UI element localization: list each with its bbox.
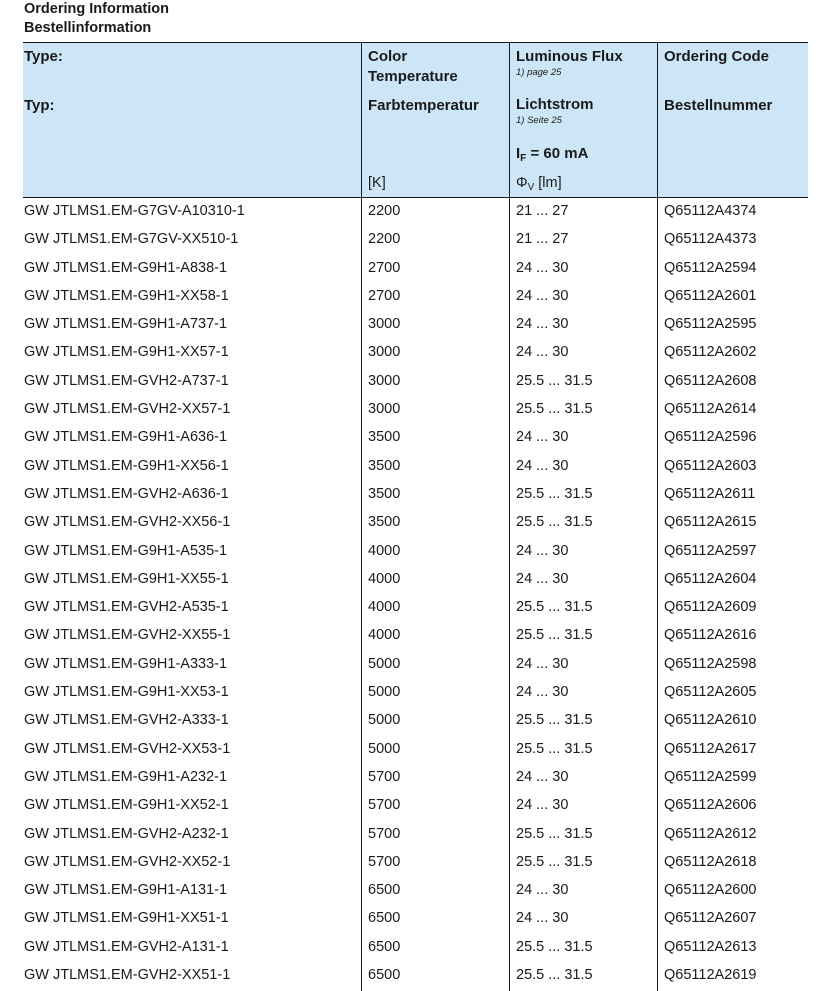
header-flux-condition xyxy=(516,144,588,169)
cell-luminous-flux: 21 ... 27 xyxy=(516,203,569,219)
cell-ordering-code: Q65112A2600 xyxy=(664,882,757,899)
cell-luminous-flux: 25.5 ... 31.5 xyxy=(516,514,593,531)
cell-ordering-code: Q65112A2619 xyxy=(664,967,757,984)
table-row xyxy=(23,735,808,763)
header-type-de: Typ: xyxy=(24,97,55,114)
table-row xyxy=(23,310,808,338)
cell-color-temperature: 4000 xyxy=(368,570,401,587)
cell-luminous-flux: 25.5 ... 31.5 xyxy=(516,627,593,644)
cell-ordering-code: Q65112A2605 xyxy=(664,684,757,701)
cell-color-temperature: 5000 xyxy=(368,684,401,701)
cell-color-temperature: 2200 xyxy=(368,231,401,248)
section-title-de: Bestellinformation xyxy=(24,20,152,36)
header-code-en: Ordering Code xyxy=(664,48,770,65)
cell-color-temperature: 5000 xyxy=(368,712,401,729)
cell-type: GW JTLMS1.EM-GVH2-XX52-1 xyxy=(24,853,231,870)
cell-luminous-flux: 24 ... 30 xyxy=(516,910,569,927)
cell-type: GW JTLMS1.EM-G7GV-XX510-1 xyxy=(24,231,239,248)
table-row xyxy=(23,565,808,593)
cell-luminous-flux: 25.5 ... 31.5 xyxy=(516,372,593,389)
cell-ordering-code: Q65112A2617 xyxy=(664,740,757,757)
cell-ordering-code: Q65112A2610 xyxy=(664,712,757,729)
cell-luminous-flux: 25.5 ... 31.5 xyxy=(516,825,593,842)
cell-type: GW JTLMS1.EM-GVH2-XX53-1 xyxy=(24,740,231,757)
table-row xyxy=(23,197,808,225)
table-row xyxy=(23,423,808,451)
table-row xyxy=(23,537,808,565)
cell-luminous-flux: 24 ... 30 xyxy=(516,542,569,559)
table-body xyxy=(23,197,808,989)
cell-type: GW JTLMS1.EM-GVH2-A737-1 xyxy=(24,372,229,389)
cell-ordering-code: Q65112A2598 xyxy=(664,655,757,672)
cell-type: GW JTLMS1.EM-GVH2-A535-1 xyxy=(24,599,229,616)
cell-luminous-flux: 24 ... 30 xyxy=(516,344,569,361)
cell-type: GW JTLMS1.EM-G9H1-XX58-1 xyxy=(24,287,229,304)
cell-luminous-flux: 24 ... 30 xyxy=(516,882,569,899)
cell-ordering-code: Q65112A2602 xyxy=(664,344,757,361)
table-row xyxy=(23,254,808,282)
cell-ordering-code: Q65112A2601 xyxy=(664,287,757,304)
cell-luminous-flux: 24 ... 30 xyxy=(516,429,569,446)
cell-ordering-code: Q65112A2596 xyxy=(664,429,757,446)
cell-type: GW JTLMS1.EM-G9H1-A333-1 xyxy=(24,655,228,672)
header-flux-note-en: 1) page 25 xyxy=(516,67,562,78)
cell-ordering-code: Q65112A4373 xyxy=(664,231,757,248)
cell-type: GW JTLMS1.EM-GVH2-XX56-1 xyxy=(24,514,231,531)
table-row xyxy=(23,678,808,706)
cell-ordering-code: Q65112A2603 xyxy=(664,457,757,474)
cell-luminous-flux: 24 ... 30 xyxy=(516,684,569,701)
cell-ordering-code: Q65112A2594 xyxy=(664,259,757,276)
table-row xyxy=(23,367,808,395)
cell-ordering-code: Q65112A2599 xyxy=(664,768,757,785)
cell-color-temperature: 3500 xyxy=(368,514,401,531)
cell-ordering-code: Q65112A2616 xyxy=(664,627,757,644)
cell-type: GW JTLMS1.EM-G9H1-A737-1 xyxy=(24,316,228,333)
header-flux-de: Lichtstrom xyxy=(516,96,594,113)
table-row xyxy=(23,282,808,310)
table-row xyxy=(23,508,808,536)
cell-luminous-flux: 25.5 ... 31.5 xyxy=(516,938,593,955)
cell-color-temperature: 4000 xyxy=(368,627,401,644)
cell-color-temperature: 5700 xyxy=(368,825,401,842)
cell-type: GW JTLMS1.EM-G9H1-A131-1 xyxy=(24,882,228,899)
cell-type: GW JTLMS1.EM-G7GV-A10310-1 xyxy=(24,203,245,219)
cell-color-temperature: 6500 xyxy=(368,938,401,955)
cell-color-temperature: 3000 xyxy=(368,344,401,361)
cell-type: GW JTLMS1.EM-G9H1-XX51-1 xyxy=(24,910,229,927)
header-flux-note-de: 1) Seite 25 xyxy=(516,115,562,126)
header-code-de: Bestellnummer xyxy=(664,97,773,114)
cell-luminous-flux: 25.5 ... 31.5 xyxy=(516,967,593,984)
table-row xyxy=(23,820,808,848)
cell-color-temperature: 2700 xyxy=(368,287,401,304)
cell-color-temperature: 3000 xyxy=(368,372,401,389)
table-row xyxy=(23,961,808,989)
cell-ordering-code: Q65112A2612 xyxy=(664,825,757,842)
cell-color-temperature: 6500 xyxy=(368,910,401,927)
table-row xyxy=(23,650,808,678)
cell-luminous-flux: 25.5 ... 31.5 xyxy=(516,401,593,418)
flux-symbol: Φ xyxy=(516,175,528,191)
cell-color-temperature: 3000 xyxy=(368,316,401,333)
flux-symbol-subscript: V xyxy=(527,182,535,193)
cell-type: GW JTLMS1.EM-GVH2-A232-1 xyxy=(24,825,229,842)
cell-color-temperature: 5700 xyxy=(368,853,401,870)
header-flux-unit xyxy=(516,174,562,197)
cell-luminous-flux: 25.5 ... 31.5 xyxy=(516,712,593,729)
table-row xyxy=(23,791,808,819)
header-divider xyxy=(361,43,362,197)
cell-ordering-code: Q65112A2614 xyxy=(664,401,757,418)
cell-ordering-code: Q65112A2609 xyxy=(664,599,757,616)
cell-type: GW JTLMS1.EM-GVH2-XX55-1 xyxy=(24,627,231,644)
cell-type: GW JTLMS1.EM-G9H1-XX57-1 xyxy=(24,344,229,361)
cell-luminous-flux: 25.5 ... 31.5 xyxy=(516,853,593,870)
cell-color-temperature: 5000 xyxy=(368,655,401,672)
header-divider xyxy=(509,43,510,197)
header-color-de: Farbtemperatur xyxy=(368,97,479,114)
cell-luminous-flux: 24 ... 30 xyxy=(516,768,569,785)
cell-color-temperature: 2200 xyxy=(368,203,401,219)
cell-luminous-flux: 25.5 ... 31.5 xyxy=(516,599,593,616)
table-row xyxy=(23,395,808,423)
cell-luminous-flux: 24 ... 30 xyxy=(516,457,569,474)
cell-ordering-code: Q65112A2611 xyxy=(664,485,756,502)
table-row xyxy=(23,338,808,366)
cell-type: GW JTLMS1.EM-G9H1-XX55-1 xyxy=(24,570,229,587)
cell-type: GW JTLMS1.EM-G9H1-XX56-1 xyxy=(24,457,229,474)
header-color-unit: [K] xyxy=(368,175,386,191)
table-row xyxy=(23,621,808,649)
condition-subscript: F xyxy=(520,153,527,164)
cell-ordering-code: Q65112A2604 xyxy=(664,570,757,587)
cell-luminous-flux: 24 ... 30 xyxy=(516,570,569,587)
cell-color-temperature: 6500 xyxy=(368,967,401,984)
cell-type: GW JTLMS1.EM-G9H1-A636-1 xyxy=(24,429,228,446)
header-color-en-line1: Color xyxy=(368,48,408,65)
cell-ordering-code: Q65112A2606 xyxy=(664,797,757,814)
cell-type: GW JTLMS1.EM-G9H1-XX53-1 xyxy=(24,684,229,701)
condition-value: = 60 mA xyxy=(526,145,589,162)
table-row xyxy=(23,593,808,621)
table-row xyxy=(23,225,808,253)
cell-luminous-flux: 25.5 ... 31.5 xyxy=(516,485,593,502)
cell-type: GW JTLMS1.EM-GVH2-A636-1 xyxy=(24,485,229,502)
cell-ordering-code: Q65112A2597 xyxy=(664,542,757,559)
section-title-en: Ordering Information xyxy=(24,1,169,17)
table-row xyxy=(23,480,808,508)
cell-color-temperature: 3500 xyxy=(368,429,401,446)
cell-ordering-code: Q65112A4374 xyxy=(664,203,757,219)
cell-color-temperature: 3000 xyxy=(368,401,401,418)
cell-type: GW JTLMS1.EM-G9H1-XX52-1 xyxy=(24,797,229,814)
cell-luminous-flux: 24 ... 30 xyxy=(516,259,569,276)
cell-type: GW JTLMS1.EM-GVH2-XX57-1 xyxy=(24,401,231,418)
table-row xyxy=(23,904,808,932)
table-row xyxy=(23,933,808,961)
table-row xyxy=(23,848,808,876)
cell-ordering-code: Q65112A2595 xyxy=(664,316,757,333)
header-divider xyxy=(657,43,658,197)
cell-type: GW JTLMS1.EM-GVH2-XX51-1 xyxy=(24,967,231,984)
table-row xyxy=(23,763,808,791)
condition-symbol: I xyxy=(516,145,521,162)
table-header xyxy=(23,42,808,198)
cell-type: GW JTLMS1.EM-GVH2-A333-1 xyxy=(24,712,229,729)
cell-luminous-flux: 24 ... 30 xyxy=(516,655,569,672)
cell-type: GW JTLMS1.EM-GVH2-A131-1 xyxy=(24,938,229,955)
cell-ordering-code: Q65112A2613 xyxy=(664,938,757,955)
cell-color-temperature: 2700 xyxy=(368,259,401,276)
cell-ordering-code: Q65112A2608 xyxy=(664,372,757,389)
header-color-en-line2: Temperature xyxy=(368,68,458,85)
cell-color-temperature: 5000 xyxy=(368,740,401,757)
flux-unit-label: [lm] xyxy=(534,175,562,191)
cell-color-temperature: 6500 xyxy=(368,882,401,899)
header-flux-en: Luminous Flux xyxy=(516,48,623,65)
cell-luminous-flux: 24 ... 30 xyxy=(516,316,569,333)
cell-type: GW JTLMS1.EM-G9H1-A535-1 xyxy=(24,542,228,559)
cell-luminous-flux: 24 ... 30 xyxy=(516,287,569,304)
cell-color-temperature: 3500 xyxy=(368,457,401,474)
cell-luminous-flux: 24 ... 30 xyxy=(516,797,569,814)
header-type-en: Type: xyxy=(24,48,63,65)
cell-type: GW JTLMS1.EM-G9H1-A232-1 xyxy=(24,768,228,785)
cell-color-temperature: 3500 xyxy=(368,485,401,502)
cell-type: GW JTLMS1.EM-G9H1-A838-1 xyxy=(24,259,228,276)
cell-luminous-flux: 25.5 ... 31.5 xyxy=(516,740,593,757)
cell-color-temperature: 4000 xyxy=(368,599,401,616)
table-row xyxy=(23,452,808,480)
table-row xyxy=(23,876,808,904)
cell-color-temperature: 5700 xyxy=(368,768,401,785)
cell-luminous-flux: 21 ... 27 xyxy=(516,231,569,248)
cell-color-temperature: 5700 xyxy=(368,797,401,814)
cell-ordering-code: Q65112A2618 xyxy=(664,853,757,870)
cell-color-temperature: 4000 xyxy=(368,542,401,559)
cell-ordering-code: Q65112A2607 xyxy=(664,910,757,927)
table-row xyxy=(23,706,808,734)
cell-ordering-code: Q65112A2615 xyxy=(664,514,757,531)
